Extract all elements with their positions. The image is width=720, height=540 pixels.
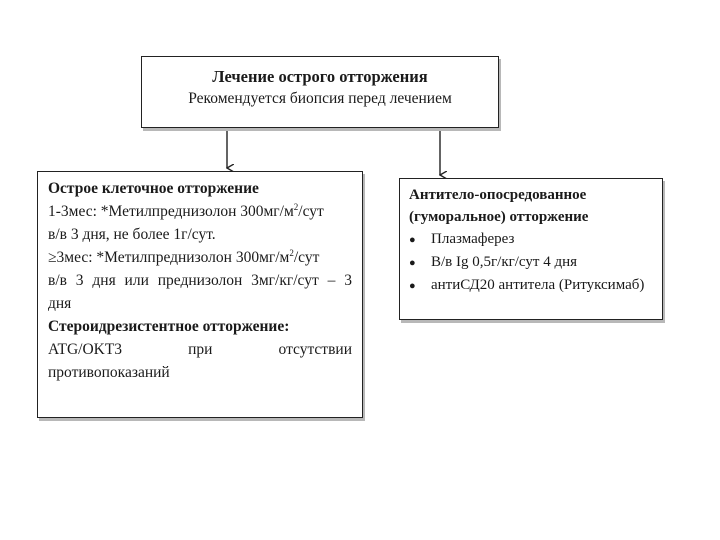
word: 3мг/кг/сут [251,272,319,289]
word: или [124,272,149,289]
dose-line-prednisolone [48,269,352,292]
steroid-resistant-heading: Стероидрезистентное отторжение: [48,318,290,335]
word: 3 [75,272,84,289]
dose-line-iv-3-days: в/в 3 дня, не более 1г/сут. [48,226,216,243]
superscript: 2 [289,247,294,258]
word: 3 [344,272,352,289]
list-item [409,228,652,251]
dose-unit: /сут [293,249,320,266]
word: преднизолон [157,272,243,289]
dose-line-1-3-months [48,200,352,223]
acute-rejection-treatment-box [141,56,499,128]
word: ATG/OKT3 [48,341,123,358]
humoral-rejection-heading-2: (гуморальное) отторжение [409,209,589,225]
list-item-text: В/в Ig 0,5г/кг/сут 4 дня [431,254,578,270]
atg-okt3-line [48,338,352,361]
cellular-rejection-box [37,171,363,418]
list-item [409,251,652,274]
dose-text: 1-3мес: *Метилпреднизолон 300мг/м [48,203,294,220]
humoral-rejection-heading-1: Антитело-опосредованное [409,187,587,203]
word: при [188,341,213,358]
contraindications-line: противопоказаний [48,364,170,381]
dose-text: ≥3мес: *Метилпреднизолон 300мг/м [48,249,290,266]
word: отсутствии [278,341,352,358]
humoral-rejection-box [399,178,663,320]
list-item-text: антиСД20 антитела (Ритуксимаб) [431,277,645,293]
dose-unit: /сут [298,203,324,220]
bullet-icon: ● [409,280,416,292]
list-item [409,274,652,297]
bullet-icon: ● [409,257,416,269]
word: – [327,272,336,289]
word: в/в [48,272,67,289]
dose-line-over-3-months [48,246,352,269]
top-box-subtitle: Рекомендуется биопсия перед лечением [188,90,452,107]
bullet-icon: ● [409,234,416,246]
cellular-rejection-heading: Острое клеточное отторжение [48,180,259,197]
list-item-text: Плазмаферез [431,231,515,247]
superscript: 2 [293,201,299,212]
dose-line-days: дня [48,295,72,312]
top-box-title: Лечение острого отторжения [212,67,428,86]
word: дня [92,272,116,289]
